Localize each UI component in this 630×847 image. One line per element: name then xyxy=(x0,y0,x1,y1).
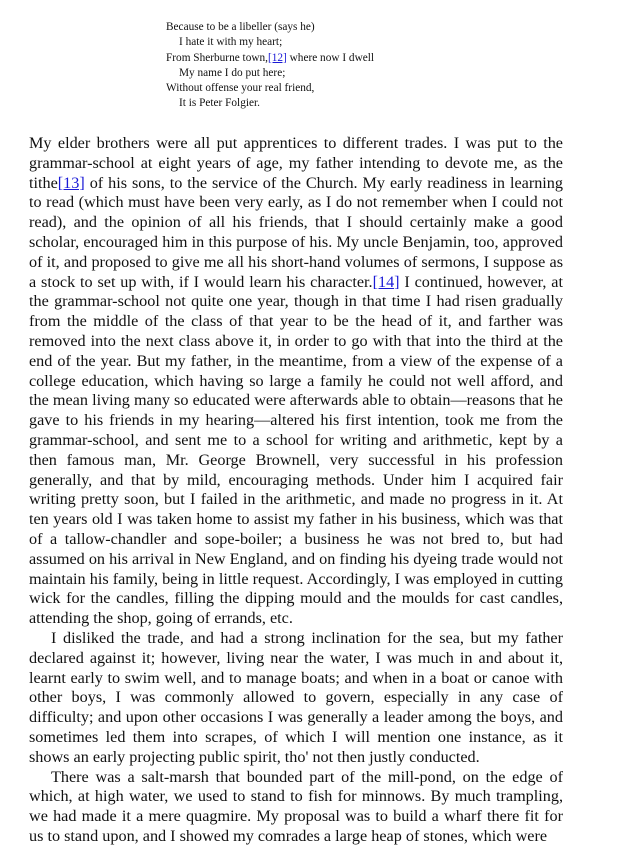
paragraph-text: I continued, however, at the grammar-school not quite one year, though in that time I had risen gradually from the middle of the class of that year to be the head of it, and farther was removed into the next class above it, in order to go with that into the third at the end of the year. But my father, in the meantime, from a view of the expense of a college education, which having so large a family he could not well afford, and the mean living many so educated were afterwards able to obtain—reasons that he gave to his friends in my hearing—altered his first intention, took me from the grammar-school, and sent me to a school for writing and arithmetic, kept by a then famous man, Mr. George Brownell, very successful in his profession generally, and that by mild, encouraging methods. Under him I acquired fair writing pretty soon, but I failed in the arithmetic, and made no progress in it. At ten years old I was taken home to assist my father in his business, which was that of a tallow-chandler and sope-boiler; a business he was not bred to, but had assumed on his arrival in New England, and on finding his dyeing trade would not maintain his family, being in little request. Accordingly, I was employed in cutting wick for the candles, filling the dipping mould and the moulds for cast candles, attending the shop, going of errands, etc. xyxy=(29,272,563,628)
poem-line: I hate it with my heart; xyxy=(179,36,283,49)
poem-line-text: where now I dwell xyxy=(286,51,375,64)
footnote-link-14[interactable]: [14] xyxy=(372,272,400,291)
poem-line-text: From Sherburne town, xyxy=(166,51,268,64)
poem-line xyxy=(166,51,374,66)
paragraph-text: of his sons, to the service of the Church. My early readiness in learning to read (which must have been very early, as I do not remember when I could not read), and the opinion of all his friends, that I should certainly make a good scholar, encouraged him in this purpose of his. My uncle Benjamin, too, approved of it, and proposed to give me all his short-hand volumes of sermons, I suppose as a stock to set up with, if I would learn his character. xyxy=(29,173,563,291)
poem-stanza xyxy=(166,20,374,112)
paragraph-text: My elder brothers were all put apprentices to different trades. I was put to the grammar-school at eight years of age, my father intending to devote me, as the tithe xyxy=(29,134,563,192)
footnote-link-13[interactable]: [13] xyxy=(57,173,85,192)
poem-line: It is Peter Folgier. xyxy=(179,97,260,110)
paragraph-sea: I disliked the trade, and had a strong inclination for the sea, but my father declared against it; however, living near the water, I was much in and about it, learnt early to swim well, and to manage boats; and when in a boat or canoe with other boys, I was commonly allowed to govern, especially in any case of difficulty; and upon other occasions I was generally a leader among the boys, and sometimes led them into scrapes, of which I will mention one instance, as it shows an early projecting public spirit, tho' not then justly conducted. xyxy=(29,628,563,766)
footnote-link-12[interactable]: [12] xyxy=(267,51,287,64)
poem-line: My name I do put here; xyxy=(179,66,286,79)
poem-line: Without offense your real friend, xyxy=(166,82,315,95)
poem-line: Because to be a libeller (says he) xyxy=(166,21,315,33)
paragraph-salt-marsh: There was a salt-marsh that bounded part of the mill-pond, on the edge of which, at high water, we used to stand to fish for minnows. By much trampling, we had made it a mere quagmire. My proposal was to build a wharf there fit for us to stand upon, and I showed my comrades a large heap of stones, which were xyxy=(29,767,563,845)
body-text xyxy=(29,134,563,847)
paragraph-apprentices xyxy=(29,134,563,629)
